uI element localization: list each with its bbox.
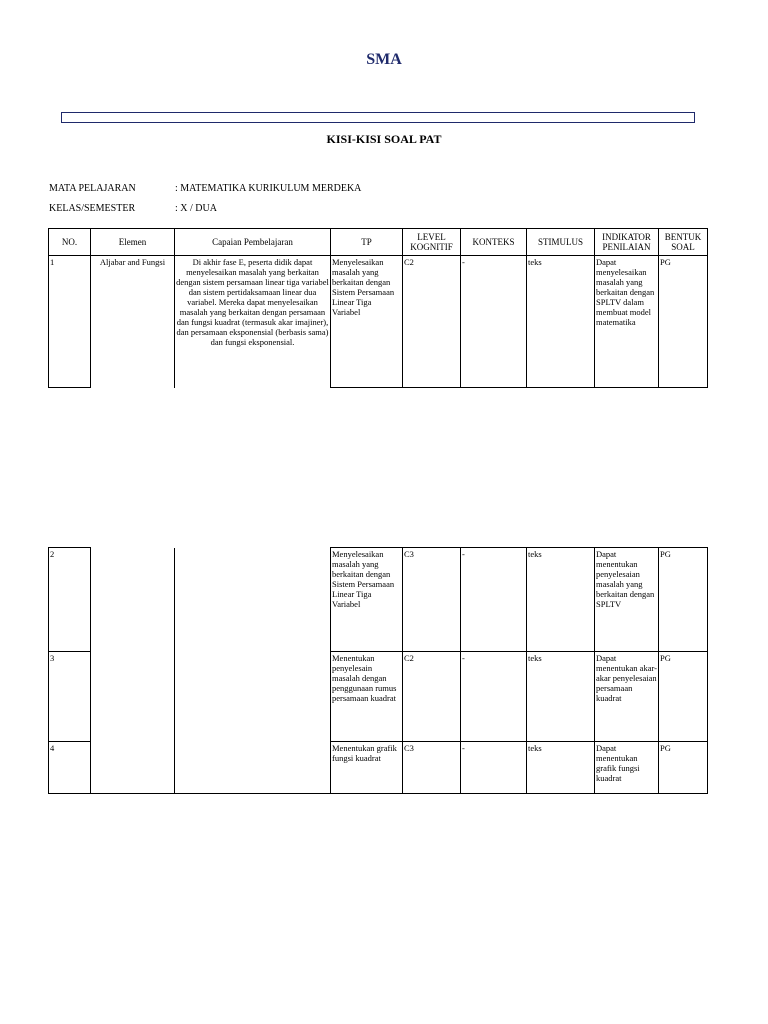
cell-indikator: Dapat menyelesaikan masalah yang berkaitan dengan SPLTV dalam membuat model matematika [595,256,659,388]
cell-capaian-continued [175,548,331,794]
cell-no: 4 [49,742,91,794]
cell-stimulus: teks [527,742,595,794]
table-row [49,548,708,652]
meta-value: : X / DUA [175,203,217,214]
cell-stimulus: teks [527,256,595,388]
cell-tp: Menentukan penyelesain masalah dengan penggunaan rumus persamaan kuadrat [331,652,403,742]
table-row [49,256,708,388]
meta-label: KELAS/SEMESTER [49,203,136,214]
cell-elemen: Aljabar and Fungsi [91,256,175,388]
cell-bentuk: PG [659,256,708,388]
header-elemen: Elemen [91,229,175,256]
cell-stimulus: teks [527,652,595,742]
cell-bentuk: PG [659,652,708,742]
cell-stimulus: teks [527,548,595,652]
kisi-kisi-table-part-1 [48,228,708,388]
cell-konteks: - [461,652,527,742]
table-header-row [49,229,708,256]
cell-level: C2 [403,256,461,388]
header-bentuk: BENTUK SOAL [659,229,708,256]
cell-level: C3 [403,548,461,652]
cell-indikator: Dapat menentukan akar-akar penyelesaian persamaan kuadrat [595,652,659,742]
cell-tp: Menyelesaikan masalah yang berkaitan dengan Sistem Persamaan Linear Tiga Variabel [331,548,403,652]
cell-indikator: Dapat menentukan penyelesaian masalah yang berkaitan dengan SPLTV [595,548,659,652]
header-konteks: KONTEKS [461,229,527,256]
header-indikator: INDIKATOR PENILAIAN [595,229,659,256]
meta-value: : MATEMATIKA KURIKULUM MERDEKA [175,183,362,194]
cell-no: 2 [49,548,91,652]
header-tp: TP [331,229,403,256]
cell-level: C2 [403,652,461,742]
kisi-kisi-table-part-2 [48,547,708,794]
cell-tp: Menyelesaikan masalah yang berkaitan dengan Sistem Persamaan Linear Tiga Variabel [331,256,403,388]
header-level: LEVEL KOGNITIF [403,229,461,256]
header-no: NO. [49,229,91,256]
cell-tp: Menentukan grafik fungsi kuadrat [331,742,403,794]
cell-level: C3 [403,742,461,794]
cell-capaian: Di akhir fase E, peserta didik dapat menyelesaikan masalah yang berkaitan dengan sistem persamaan linear tiga variabel dan sistem pertidaksamaan linear dua variabel. Mereka dapat menyelesaikan masalah yang berkaitan dengan persamaan dan fungsi kuadrat (termasuk akar imajiner), dan persamaan eksponensial (berbasis sama) dan fungsi eksponensial. [175,256,331,388]
document-title: KISI-KISI SOAL PAT [326,132,442,146]
cell-konteks: - [461,548,527,652]
cell-bentuk: PG [659,742,708,794]
header-stimulus: STIMULUS [527,229,595,256]
cell-konteks: - [461,256,527,388]
cell-no: 3 [49,652,91,742]
cell-bentuk: PG [659,548,708,652]
cell-elemen-continued [91,548,175,794]
cell-indikator: Dapat menentukan grafik fungsi kuadrat [595,742,659,794]
cell-konteks: - [461,742,527,794]
header-banner-box [61,112,695,123]
school-name: SMA [366,51,402,68]
meta-label: MATA PELAJARAN [49,183,136,194]
header-capaian: Capaian Pembelajaran [175,229,331,256]
cell-no: 1 [49,256,91,388]
